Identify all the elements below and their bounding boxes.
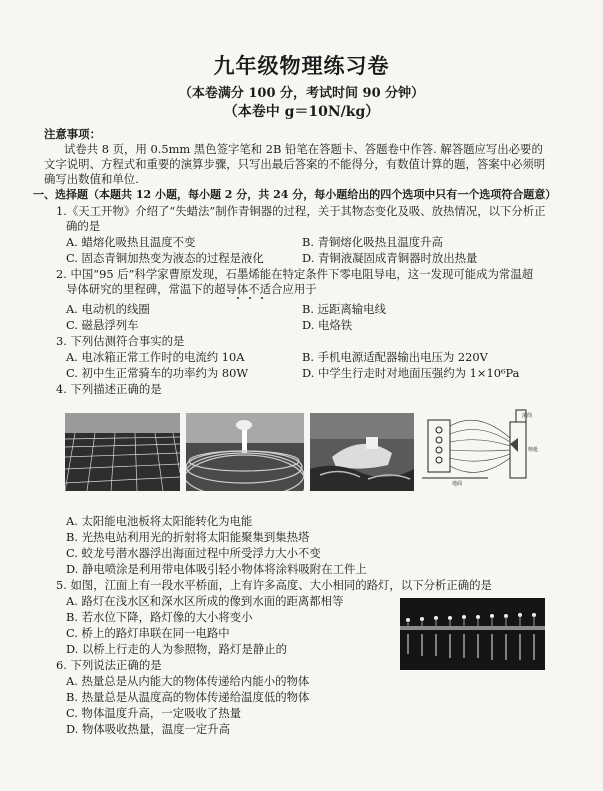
q2-option-b: B. 远距离输电线	[302, 302, 386, 316]
diagram-label-top: 滚筒	[522, 413, 533, 419]
submersible-photo	[310, 413, 414, 491]
q2-option-a: A. 电动机的线圈	[66, 302, 150, 316]
q4-stem: 4. 下列描述正确的是	[56, 382, 162, 396]
q1-option-a: A. 蜡熔化吸热且温度不变	[66, 235, 196, 249]
score-time-note: （本卷满分 100 分，考试时间 90 分钟）	[178, 86, 425, 101]
q2-option-c: C. 磁悬浮列车	[66, 318, 139, 332]
q1-stem-line-1: 1.《天工开物》介绍了“失蜡法”制作青铜器的过程，关于其物态变化及吸、放热情况，以下分析正	[56, 204, 546, 218]
q1-option-b: B. 青铜熔化吸热且温度升高	[302, 235, 443, 249]
notes-line-3: 确写出数值和单位.	[44, 172, 139, 186]
q5-option-c: C. 桥上的路灯串联在同一电路中	[66, 626, 230, 640]
q5-option-b: B. 若水位下降，路灯像的大小将变小	[66, 610, 253, 624]
q6-option-c: C. 物体温度升高，一定吸收了热量	[66, 706, 242, 720]
solar-panel-photo	[65, 413, 180, 491]
page-title: 九年级物理练习卷	[213, 53, 390, 78]
q2-option-d: D. 电烙铁	[302, 318, 353, 332]
q1-option-c: C. 固态青铜加热变为液态的过程是液化	[66, 251, 264, 265]
q4-option-a: A. 太阳能电池板将太阳能转化为电能	[66, 514, 253, 528]
q3-option-a: A. 电冰箱正常工作时的电流约 10A	[66, 350, 245, 364]
diagram-label-ground: 地面	[452, 481, 463, 487]
q6-option-b: B. 热量总是从温度高的物体传递给温度低的物体	[66, 690, 310, 704]
section-heading: 一、选择题（本题共 12 小题，每小题 2 分，共 24 分，每小题给出的四个选项中只有一个选项符合题意）	[33, 188, 557, 201]
bridge-lights-photo	[400, 598, 545, 670]
notes-heading: 注意事项：	[44, 127, 101, 141]
q4-option-b: B. 光热电站利用光的折射将太阳能聚集到集热塔	[66, 530, 310, 544]
gravity-note: （本卷中 g＝10N/kg）	[223, 104, 380, 120]
solar-thermal-plant-photo	[186, 413, 304, 491]
q4-option-d: D. 静电喷涂是利用带电体吸引轻小物体将涂料吸附在工件上	[66, 562, 367, 576]
q3-stem: 3. 下列估测符合事实的是	[56, 334, 185, 348]
q3-option-d: D. 中学生行走时对地面压强约为 1×10⁶Pa	[302, 366, 520, 380]
q5-stem: 5. 如图，江面上有一段水平桥面，上有许多高度、大小相同的路灯，以下分析正确的是	[56, 578, 492, 592]
notes-line-1: 试卷共 8 页，用 0.5mm 黑色签字笔和 2B 铅笔在答题卡、答题卷中作答. 解答题应写出必要的	[64, 142, 543, 156]
diagram-label-gun: 喷枪	[528, 447, 539, 453]
q5-option-d: D. 以桥上行走的人为参照物，路灯是静止的	[66, 642, 288, 656]
q3-option-c: C. 初中生正常骑车的功率约为 80W	[66, 366, 249, 380]
q1-stem-line-2: 确的是	[66, 219, 101, 233]
q1-option-d: D. 青铜液凝固成青铜器时放出热量	[302, 251, 478, 265]
q5-option-a: A. 路灯在浅水区和深水区所成的像到水面的距离都相等	[66, 594, 344, 608]
q6-stem: 6. 下列说法正确的是	[56, 658, 162, 672]
notes-line-2: 文字说明、方程式和重要的演算步骤，只写出最后答案的不能得分，有数值计算的题，答案中必须明	[44, 157, 546, 171]
q3-option-b: B. 手机电源适配器输出电压为 220V	[302, 350, 488, 364]
electrostatic-spray-diagram	[418, 408, 544, 492]
q4-option-c: C. 蛟龙号潜水器浮出海面过程中所受浮力大小不变	[66, 546, 321, 560]
emphasis-dots	[227, 297, 287, 301]
q6-option-a: A. 热量总是从内能大的物体传递给内能小的物体	[66, 674, 310, 688]
q2-stem-line-2: 导体研究的里程碑，常温下的超导体不适合应用于	[66, 282, 317, 296]
q6-option-d: D. 物体吸收热量，温度一定升高	[66, 722, 231, 736]
q2-stem-line-1: 2. 中国“95 后”科学家曹原发现，石墨烯能在特定条件下零电阻导电，这一发现可能成为常温超	[56, 267, 534, 281]
